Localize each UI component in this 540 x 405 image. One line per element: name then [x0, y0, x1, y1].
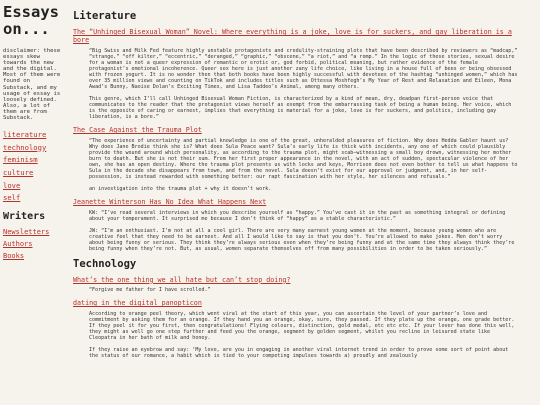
nav-item-literature[interactable]: literature	[3, 130, 47, 140]
writers-item-authors[interactable]: Authors	[3, 239, 33, 248]
essay-link[interactable]: The “Unhinged Bisexual Woman” Novel: Where everything is a joke, love is for suckers, and gay liberation is a bore	[73, 28, 512, 45]
writers-item-books[interactable]: Books	[3, 252, 25, 261]
nav-item-love[interactable]: love	[3, 180, 21, 190]
writers-heading: Writers	[3, 210, 46, 222]
site-title[interactable]: Essays on...	[3, 3, 59, 38]
excerpt-paragraph: KW: “I’ve read several interviews in which you describe yourself as “happy.” You’ve cast it in the past as something integral or defining about your temperament. It surprised me because I don’t think of “happy” as a stable characteristic.”	[89, 209, 506, 222]
main-content	[73, 10, 520, 365]
essay-excerpt	[89, 311, 519, 359]
excerpt-paragraph: If they raise an eyebrow and say: ‘My love, are you in engaging in another viral internet trend in order to prove some sort of point about the status of our romance, a habit which is tied to your competing impulses towards a) proudly and zealously	[89, 346, 509, 359]
sidebar	[3, 4, 63, 263]
essay-link[interactable]: What’s the one thing we all hate but can’t stop doing?	[73, 275, 291, 284]
section-heading-technology: Technology	[73, 257, 137, 270]
excerpt-paragraph: According to orange peel theory, which went viral at the start of this year, you can ascertain the level of your partner’s love and commitment by asking them for an orange. If they hand you an orange, okay, sure, they passed. If they plate up the orange, one grade better. If they peel it for you first, then congratulations! Flying colours, distinction, gold medal, etc etc etc. If your lover has done this well, they might as well go one step further and feed you the orange, segment by golden segment, whilst you recline in leisured state like Cleopatra in her bath of milk and honey.	[89, 310, 515, 341]
essay-link[interactable]: The Case Against the Trauma Plot	[73, 126, 202, 135]
essay-link[interactable]: dating in the digital panopticon	[73, 299, 202, 308]
excerpt-paragraph: “Big Swiss and Milk Fed feature highly unstable protagonists and credulity-straining plots that have been described by reviewers as “madcap,” “strange,” “off kilter,” “eccentric,” “deranged,” “graphic,” “obscene,” “a riot,” and “a romp.” In the logic of these stories, sexual desire for a woman is not a queer expression of romantic or erotic or, god forbid, political meaning, but rather evidence of the female protagonist’s emotional incoherence. Queer sex here is just another zany life choice, like living in a house full of bees or being obsessed with frozen yogurt. It is no wonder then that both books have been highly successful with devotees of the hashtag “unhinged women,” which has over 35 million views and counting on TikTok and includes titles such as Ottessa Moshfegh’s My Year of Rest and Relaxation and Eileen, Mona Awad’s Bunny, Naoise Dolan’s Exciting Times, and Lisa Taddeo’s Animal, among many others.	[89, 47, 518, 91]
writers-item-newsletters[interactable]: Newsletters	[3, 227, 50, 236]
essay-excerpt	[89, 138, 519, 192]
nav-item-feminism[interactable]: feminism	[3, 155, 38, 165]
nav-item-self[interactable]: self	[3, 193, 21, 203]
essay-excerpt	[89, 210, 519, 252]
category-nav	[3, 129, 63, 205]
section-heading-literature: Literature	[73, 10, 137, 22]
essay-link[interactable]: Jeanette Winterson Has No Idea What Happens Next	[73, 198, 267, 207]
nav-item-culture[interactable]: culture	[3, 167, 34, 177]
essay-excerpt	[89, 287, 519, 293]
nav-item-technology[interactable]: technology	[3, 142, 47, 152]
excerpt-paragraph: JW: “I’m an enthusiast. I’m not at all a cool girl. There are very many earnest young women at the moment, because young women who are creative feel that they need to be earnest. And all I would like to say is that you don’t. You’re allowed to make jokes. Men don’t worry about being funny or serious. They think they’re always serious even when they’re being funny and at the same time they always think they’re being funny when they’re not. But, as usual, women separate themselves off from many possibilities in order to be taken seriously.”	[89, 227, 515, 252]
excerpt-paragraph: an investigation into the trauma plot + why it doesn’t work.	[89, 186, 272, 193]
excerpt-paragraph: “The experience of uncertainty and partial knowledge is one of the great, unheralded pleasures of fiction. Why does Hedda Gabler haunt us? Why does Jane Brodie think she is? What does Sula Peace want? Sula’s early life is thick with incidents, any one of which could plausibly provide the wound around which personality, as according to the trauma plot, might scab—witnessing a small boy drown, witnessing her mother burn to death. But she is not their sum. From her first proper appearance in the novel, with an act of sudden, spectacular violence of her own, she has an open destiny. Where the trauma plot presents us with locks and keys, Morrison does not even bother to tell us what happens to Sula in the decade she disappears from town, and from the novel. Sula doesn’t exist for our approval or judgment, and, in her self-possession, is instead rewarded with something better: our rapt fascination with her style, her silences and refusals.”	[89, 137, 518, 181]
site-disclaimer: disclaimer: these essays skew towards the new and the digital. Most of them were found on Substack, and my usage of essay is loosely defined. Also, a lot of them are from Substack.	[3, 48, 61, 122]
excerpt-paragraph: “Forgive me father for I have scrolled.”	[89, 287, 211, 294]
writers-nav	[3, 226, 63, 263]
excerpt-paragraph: This genre, which I’ll call Unhinged Bisexual Woman Fiction, is characterized by a kind of mean, dry, deadpan first-person voice that communicates to the reader that the protagonist views herself as exempt from the embarrassing task of being a human being. Her voice, which is the opposite of caring or earnest, implies that everything is material for a joke, love is for suckers, and politics, including gay liberation, is a bore.”	[89, 96, 512, 121]
essay-excerpt	[89, 48, 519, 121]
